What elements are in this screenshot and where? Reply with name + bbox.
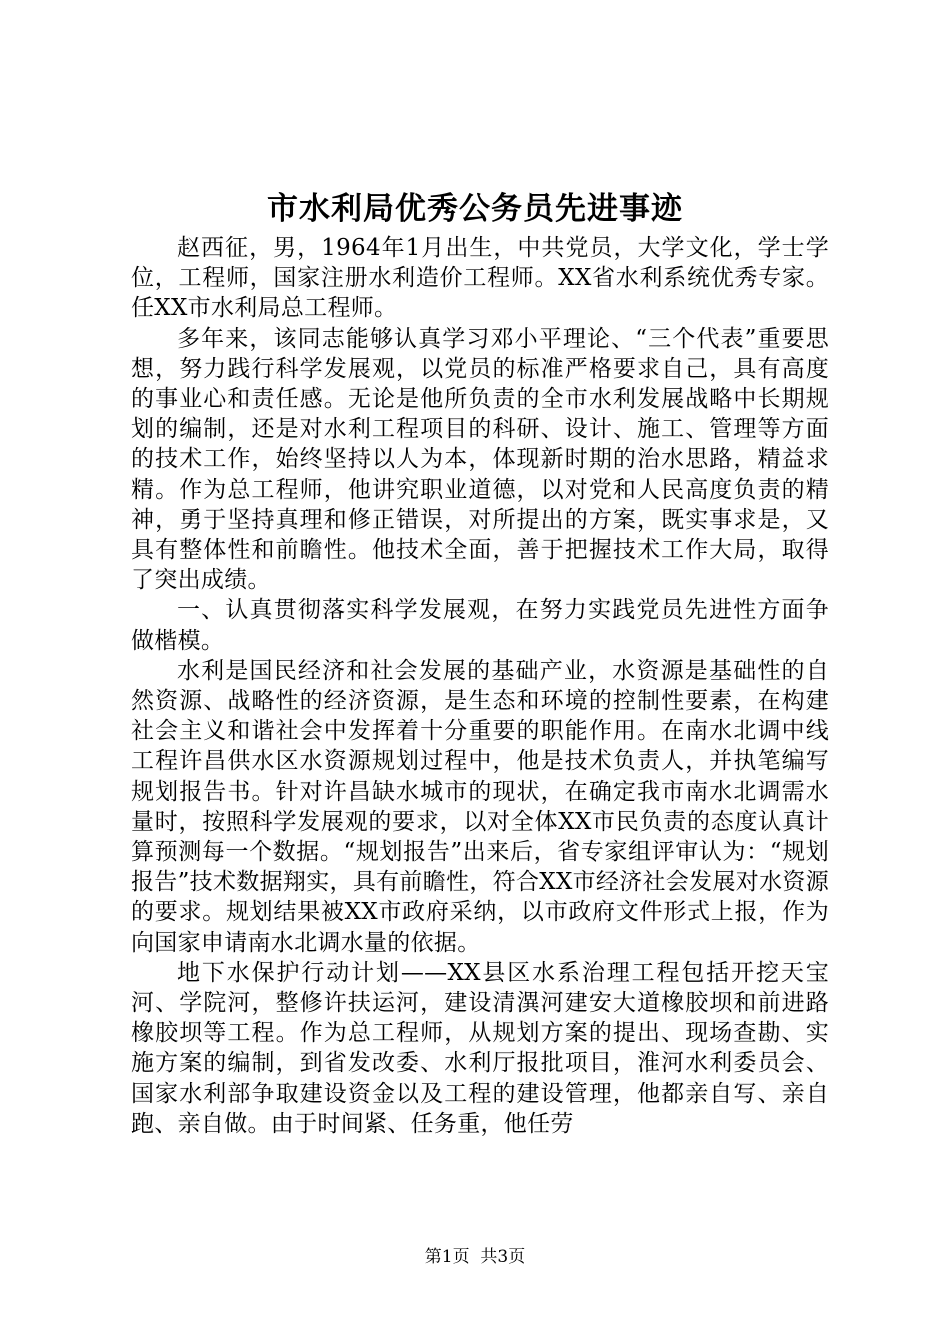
- paragraph-groundwater: 地下水保护行动计划——XX县区水系治理工程包括开挖天宝河、学院河，整修许扶运河，建设清潩河建安大道橡胶坝和前进路橡胶坝等工程。作为总工程师，从规划方案的提出、现场查勘、实施方案的编制，到省发改委、水利厅报批项目，淮河水利委员会、国家水利部争取建设资金以及工程的建设管理，他都亲自写、亲自跑、亲自做。由于时间紧、任务重，他任劳: [131, 959, 829, 1137]
- page-footer: [0, 1245, 950, 1269]
- paragraph-water-planning: 水利是国民经济和社会发展的基础产业，水资源是基础性的自然资源、战略性的经济资源，是生态和环境的控制性要素，在构建社会主义和谐社会中发挥着十分重要的职能作用。在南水北调中线工程许昌供水区水资源规划过程中，他是技术负责人，并执笔编写规划报告书。针对许昌缺水城市的现状，在确定我市南水北调需水量时，按照科学发展观的要求，以对全体XX市民负责的态度认真计算预测每一个数据。“规划报告”出来后，省专家组评审认为：“规划报告”技术数据翔实，具有前瞻性，符合XX市经济社会发展对水资源的要求。规划结果被XX市政府采纳，以市政府文件形式上报，作为向国家申请南水北调水量的依据。: [131, 657, 829, 956]
- page-number: 第1页: [424, 1247, 470, 1267]
- paragraph-overview: 多年来，该同志能够认真学习邓小平理论、“三个代表”重要思想，努力践行科学发展观，以党员的标准严格要求自己，具有高度的事业心和责任感。无论是他所负责的全市水利发展战略中长期规划的编制，还是对水利工程项目的科研、设计、施工、管理等方面的技术工作，始终坚持以人为本，体现新时期的治水思路，精益求精。作为总工程师，他讲究职业道德，以对党和人民高度负责的精神，勇于坚持真理和修正错误，对所提出的方案，既实事求是，又具有整体性和前瞻性。他技术全面，善于把握技术工作大局，取得了突出成绩。: [131, 325, 829, 594]
- document-body: [131, 233, 829, 1139]
- paragraph-intro: 赵西征，男，1964年1月出生，中共党员，大学文化，学士学位，工程师，国家注册水利造价工程师。XX省水利系统优秀专家。任XX市水利局总工程师。: [131, 235, 829, 322]
- section-heading-1: 一、认真贯彻落实科学发展观，在努力实践党员先进性方面争做楷模。: [131, 597, 829, 654]
- page-total: 共3页: [480, 1247, 526, 1267]
- document-title: 市水利局优秀公务员先进事迹: [267, 191, 683, 227]
